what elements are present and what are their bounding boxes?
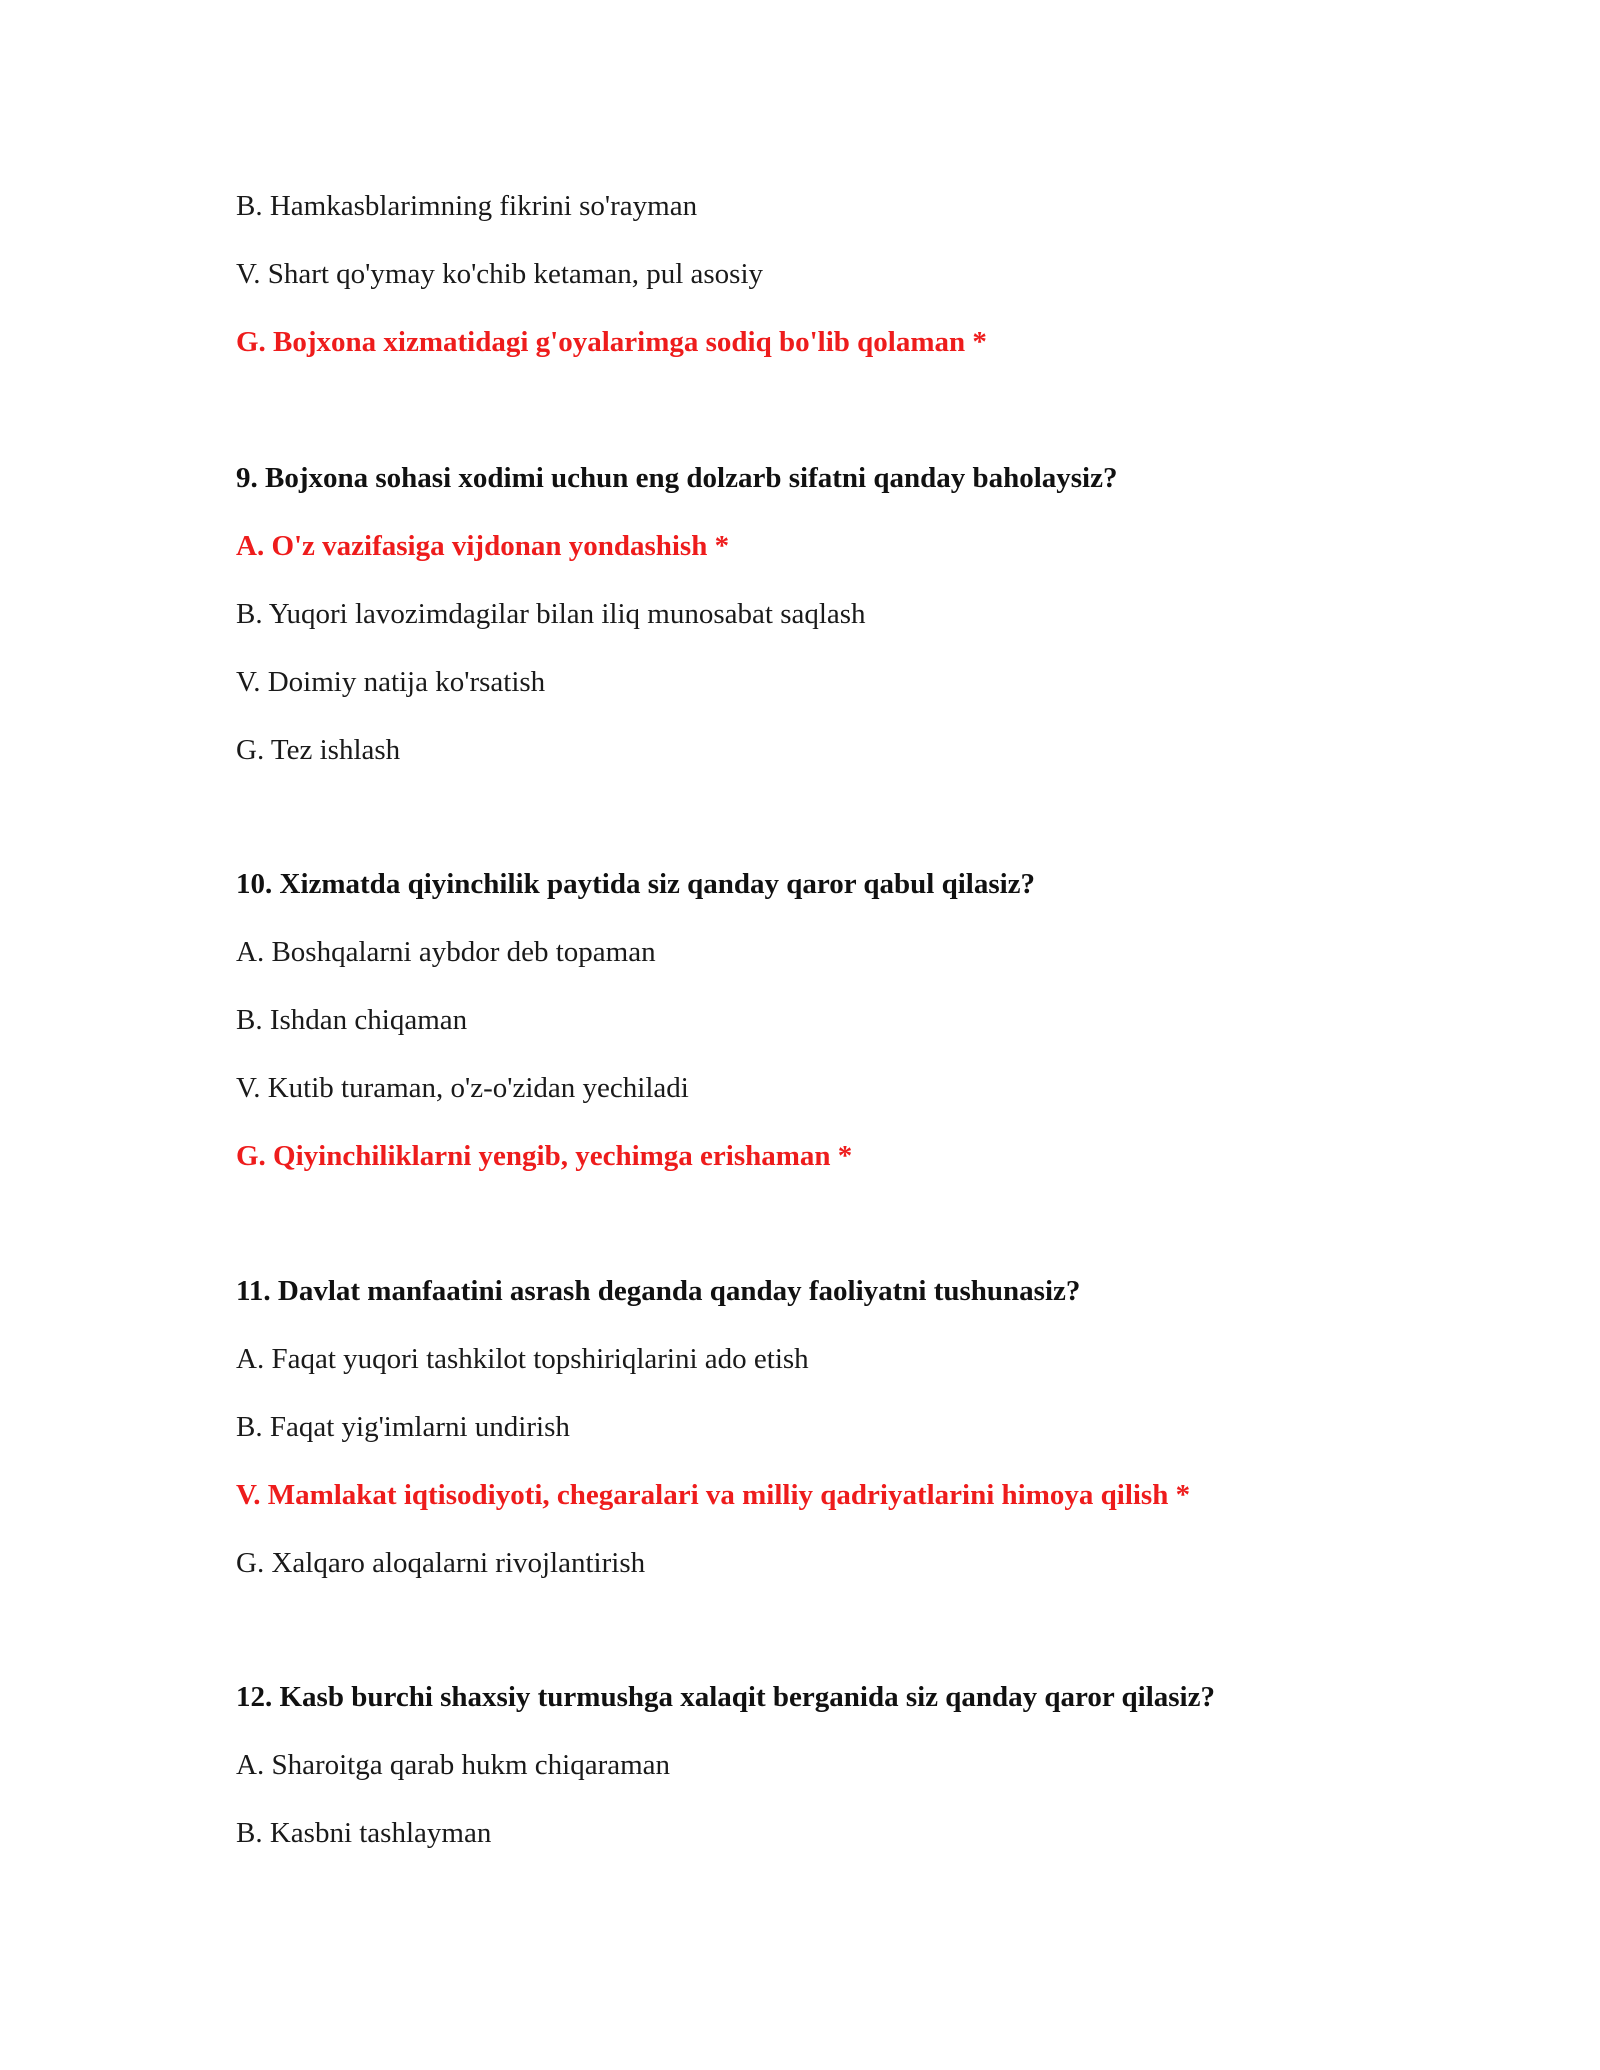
question-10-heading: 10. Xizmatda qiyinchilik paytida siz qanday qaror qabul qilasiz?: [236, 868, 1036, 900]
correct-answer-option-11v: V. Mamlakat iqtisodiyoti, chegaralari va milliy qadriyatlarini himoya qilish *: [236, 1479, 1191, 1511]
correct-answer-option-8g: G. Bojxona xizmatidagi g'oyalarimga sodiq bo'lib qolaman *: [236, 326, 987, 358]
correct-answer-option-10g: G. Qiyinchiliklarni yengib, yechimga erishaman *: [236, 1140, 853, 1172]
answer-option-12b: B. Kasbni tashlayman: [236, 1817, 492, 1849]
answer-option-10b: B. Ishdan chiqaman: [236, 1004, 468, 1036]
answer-option-12a: A. Sharoitga qarab hukm chiqaraman: [236, 1749, 671, 1781]
question-11-heading: 11. Davlat manfaatini asrash deganda qanday faoliyatni tushunasiz?: [236, 1275, 1081, 1307]
answer-option-10v: V. Kutib turaman, o'z-o'zidan yechiladi: [236, 1072, 689, 1104]
answer-option-9b: B. Yuqori lavozimdagilar bilan iliq munosabat saqlash: [236, 598, 866, 630]
answer-option-9g: G. Tez ishlash: [236, 734, 401, 766]
answer-option-8b: B. Hamkasblarimning fikrini so'rayman: [236, 190, 698, 222]
question-9-heading: 9. Bojxona sohasi xodimi uchun eng dolzarb sifatni qanday baholaysiz?: [236, 462, 1118, 494]
correct-answer-option-9a: A. O'z vazifasiga vijdonan yondashish *: [236, 530, 730, 562]
answer-option-11b: B. Faqat yig'imlarni undirish: [236, 1411, 570, 1443]
answer-option-8v: V. Shart qo'ymay ko'chib ketaman, pul asosiy: [236, 258, 764, 290]
answer-option-11g: G. Xalqaro aloqalarni rivojlantirish: [236, 1547, 646, 1579]
answer-option-10a: A. Boshqalarni aybdor deb topaman: [236, 936, 656, 968]
answer-option-11a: A. Faqat yuqori tashkilot topshiriqlarini ado etish: [236, 1343, 809, 1375]
answer-option-9v: V. Doimiy natija ko'rsatish: [236, 666, 546, 698]
question-12-heading: 12. Kasb burchi shaxsiy turmushga xalaqit berganida siz qanday qaror qilasiz?: [236, 1681, 1215, 1713]
